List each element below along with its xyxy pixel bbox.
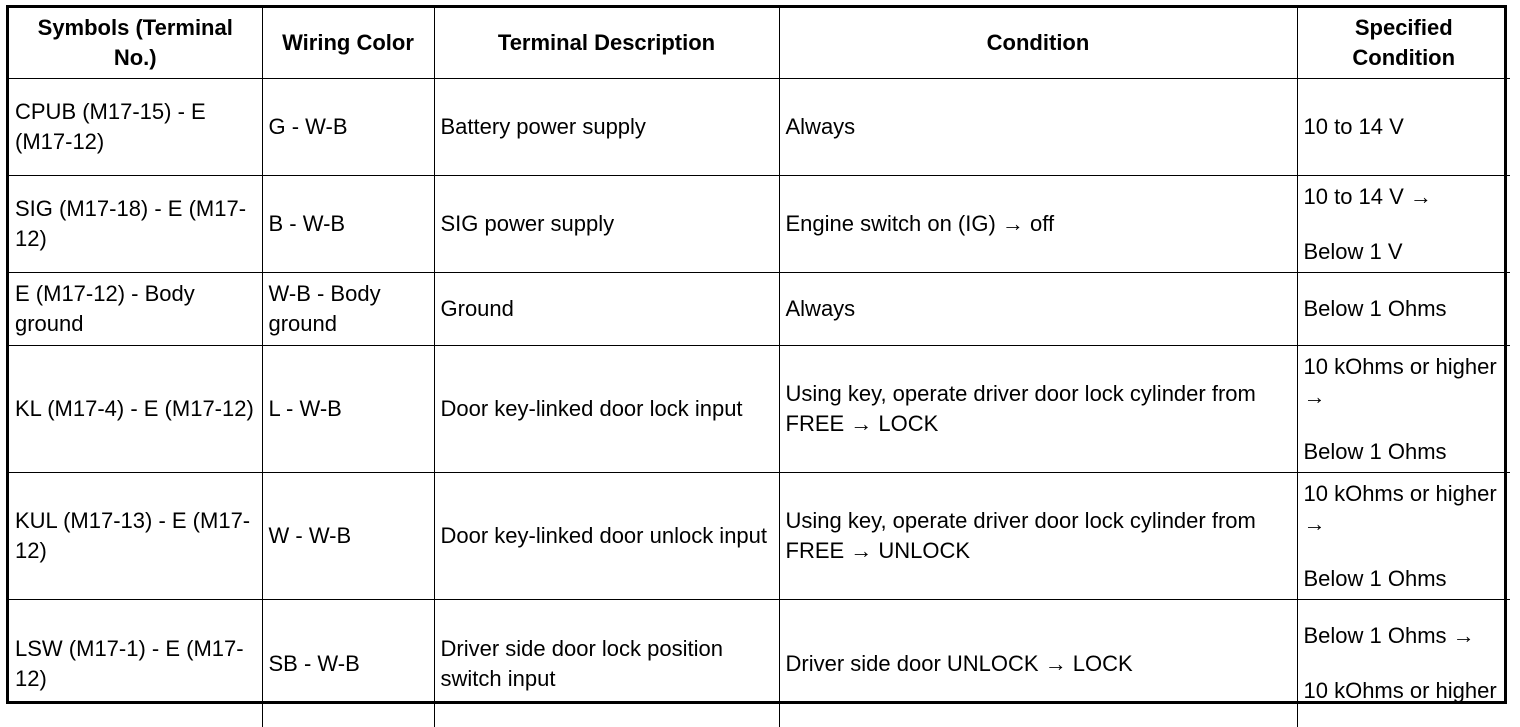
terminal-inspection-table — [6, 5, 1507, 704]
spec-value-after: 10 kOhms or higher — [1304, 676, 1505, 706]
cell-symbols: E (M17-12) - Body ground — [9, 273, 262, 346]
cell-specified-condition — [1297, 176, 1510, 273]
header-wiring-color: Wiring Color — [262, 8, 434, 79]
cell-specified-condition — [1297, 473, 1510, 600]
table-row — [9, 473, 1510, 600]
cell-specified-condition — [1297, 273, 1510, 346]
spec-value-after: Below 1 V — [1304, 237, 1505, 267]
header-row — [9, 8, 1510, 79]
spec-value: Below 1 Ohms — [1304, 294, 1505, 324]
cell-wiring-color: SB - W-B — [262, 600, 434, 727]
cell-wiring-color: L - W-B — [262, 346, 434, 473]
cell-condition: Always — [779, 273, 1297, 346]
cell-symbols: KUL (M17-13) - E (M17-12) — [9, 473, 262, 600]
cell-description: Battery power supply — [434, 79, 779, 176]
spec-value-before: Below 1 Ohms → — [1304, 621, 1505, 651]
cell-symbols: CPUB (M17-15) - E (M17-12) — [9, 79, 262, 176]
cell-description: Door key-linked door lock input — [434, 346, 779, 473]
cell-specified-condition — [1297, 346, 1510, 473]
cell-description: Door key-linked door unlock input — [434, 473, 779, 600]
spec-value-before: 10 kOhms or higher → — [1304, 479, 1505, 539]
cell-description: Driver side door lock position switch input — [434, 600, 779, 727]
cell-condition: Always — [779, 79, 1297, 176]
cell-wiring-color: W - W-B — [262, 473, 434, 600]
header-terminal-description: Terminal Description — [434, 8, 779, 79]
header-condition: Condition — [779, 8, 1297, 79]
spec-value-before: 10 kOhms or higher → — [1304, 352, 1505, 412]
spec-value-after: Below 1 Ohms — [1304, 437, 1505, 467]
cell-symbols: KL (M17-4) - E (M17-12) — [9, 346, 262, 473]
cell-symbols: SIG (M17-18) - E (M17-12) — [9, 176, 262, 273]
cell-specified-condition — [1297, 600, 1510, 727]
cell-condition: Using key, operate driver door lock cylinder from FREE → LOCK — [779, 346, 1297, 473]
cell-symbols: LSW (M17-1) - E (M17-12) — [9, 600, 262, 727]
header-specified-condition: Specified Condition — [1297, 8, 1510, 79]
cell-description: SIG power supply — [434, 176, 779, 273]
cell-condition: Using key, operate driver door lock cylinder from FREE → UNLOCK — [779, 473, 1297, 600]
cell-condition: Driver side door UNLOCK → LOCK — [779, 600, 1297, 727]
header-symbols: Symbols (Terminal No.) — [9, 8, 262, 79]
table-row — [9, 176, 1510, 273]
cell-wiring-color: W-B - Body ground — [262, 273, 434, 346]
cell-condition: Engine switch on (IG) → off — [779, 176, 1297, 273]
cell-wiring-color: B - W-B — [262, 176, 434, 273]
cell-wiring-color: G - W-B — [262, 79, 434, 176]
table-row — [9, 273, 1510, 346]
table-row — [9, 79, 1510, 176]
spec-value: 10 to 14 V — [1304, 112, 1505, 142]
table-row — [9, 346, 1510, 473]
spec-value-before: 10 to 14 V → — [1304, 182, 1505, 212]
terminal-table — [9, 8, 1510, 727]
cell-description: Ground — [434, 273, 779, 346]
table-row — [9, 600, 1510, 727]
spec-value-after: Below 1 Ohms — [1304, 564, 1505, 594]
cell-specified-condition — [1297, 79, 1510, 176]
